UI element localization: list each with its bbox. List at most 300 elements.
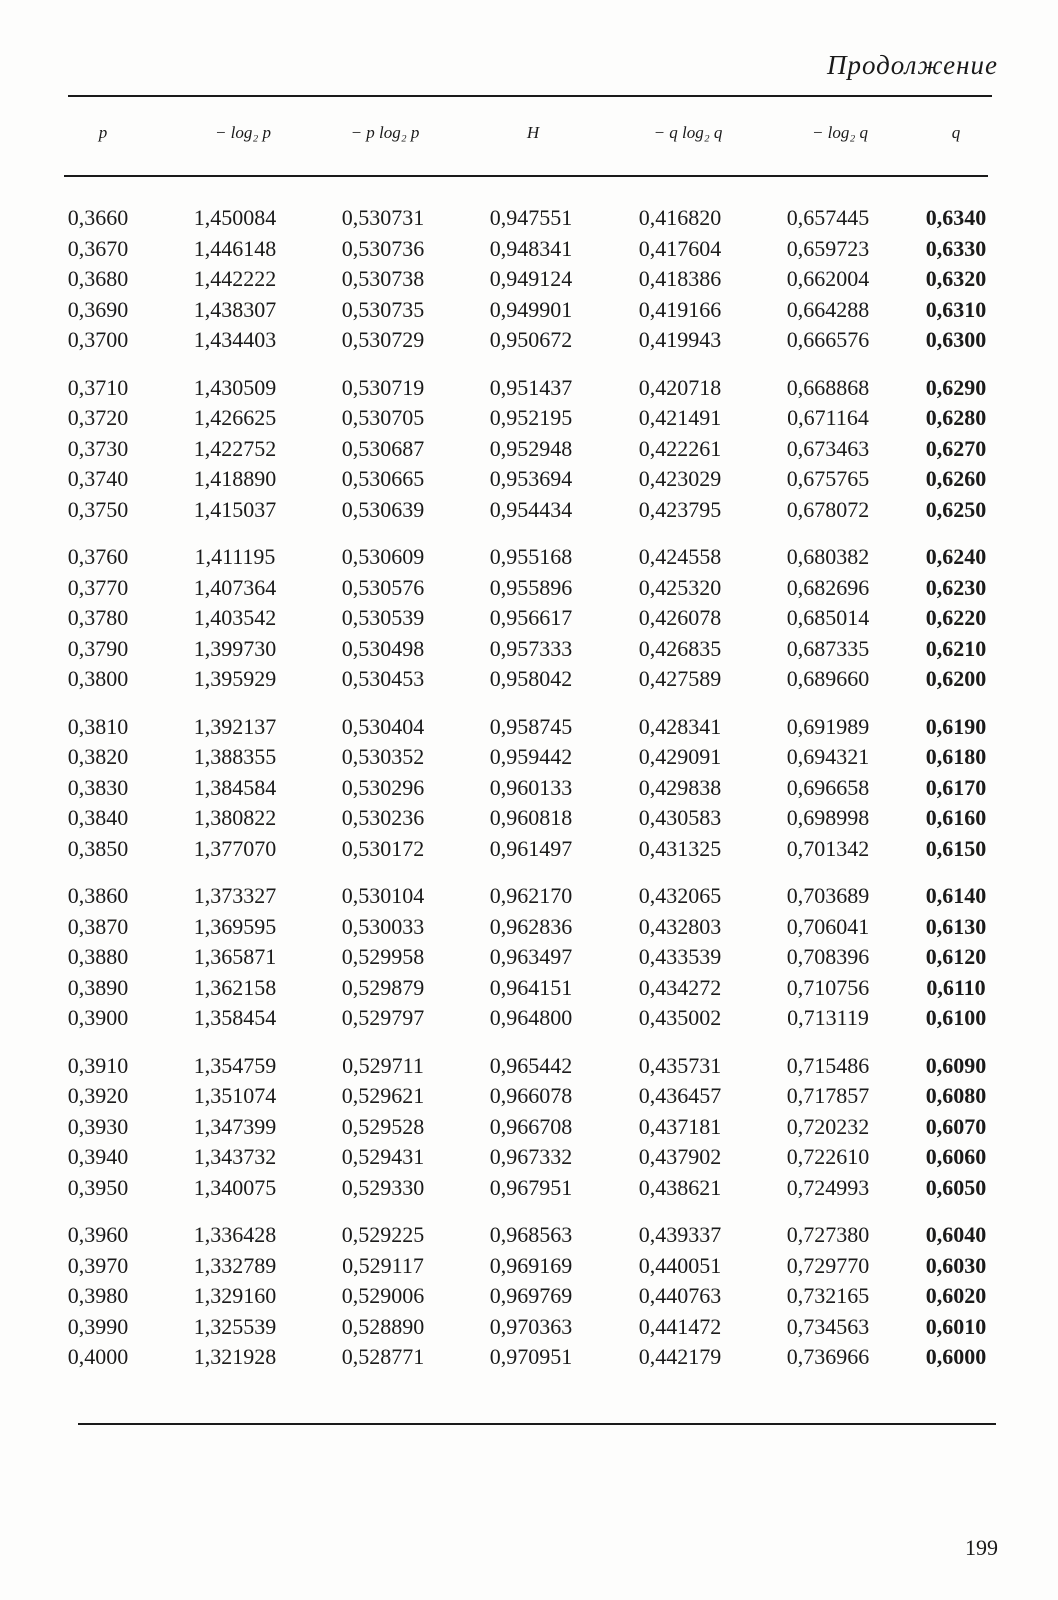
cell-h: 0,966078	[489, 1083, 573, 1108]
cell-neg-log2-q: 0,734563	[786, 1313, 870, 1339]
cell-neg-p-log2-p: 0,530735	[341, 296, 425, 322]
table-row	[0, 297, 1058, 328]
header-neg-q-log2-q: − q log₂ q	[653, 123, 723, 142]
table-row	[0, 375, 1058, 406]
cell-p: 0,3960	[67, 1222, 129, 1247]
cell-neg-log2-q: 0,689660	[786, 666, 870, 691]
table-row	[0, 805, 1058, 836]
cell-q: 0,6030	[925, 1252, 987, 1278]
cell-q: 0,6320	[925, 266, 987, 291]
cell-neg-q-log2-q: 0,440763	[638, 1283, 722, 1308]
cell-q: 0,6270	[925, 435, 987, 461]
cell-neg-log2-p: 1,347399	[193, 1113, 277, 1139]
cell-neg-log2-p: 1,380822	[193, 805, 277, 830]
cell-p: 0,3990	[67, 1313, 129, 1339]
cell-h: 0,969169	[489, 1252, 573, 1278]
cell-neg-log2-q: 0,724993	[786, 1174, 870, 1200]
cell-q: 0,6120	[925, 944, 987, 969]
cell-h: 0,955168	[489, 544, 573, 569]
cell-neg-q-log2-q: 0,421491	[638, 405, 722, 430]
table-row	[0, 544, 1058, 575]
table-row	[0, 1005, 1058, 1036]
table-row	[0, 975, 1058, 1006]
cell-neg-log2-p: 1,442222	[193, 266, 277, 291]
cell-neg-p-log2-p: 0,530665	[341, 466, 425, 491]
cell-p: 0,3850	[67, 835, 129, 861]
cell-neg-log2-q: 0,666576	[786, 327, 870, 352]
cell-neg-log2-p: 1,399730	[193, 635, 277, 661]
cell-neg-q-log2-q: 0,429838	[638, 774, 722, 800]
cell-h: 0,957333	[489, 635, 573, 661]
cell-neg-p-log2-p: 0,529711	[342, 1052, 424, 1078]
cell-q: 0,6040	[925, 1222, 987, 1247]
table-row	[0, 1083, 1058, 1114]
cell-p: 0,3690	[67, 296, 129, 322]
cell-q: 0,6250	[925, 496, 987, 522]
cell-h: 0,961497	[489, 835, 573, 861]
cell-p: 0,3710	[67, 374, 129, 400]
cell-neg-q-log2-q: 0,428341	[638, 713, 722, 739]
cell-neg-log2-q: 0,659723	[786, 235, 870, 261]
cell-neg-p-log2-p: 0,529117	[342, 1252, 424, 1278]
cell-neg-log2-q: 0,701342	[786, 835, 870, 861]
cell-h: 0,967951	[489, 1174, 573, 1200]
table-row	[0, 466, 1058, 497]
cell-neg-p-log2-p: 0,530539	[341, 605, 425, 630]
cell-q: 0,6300	[925, 327, 987, 352]
cell-h: 0,959442	[489, 744, 573, 769]
cell-neg-log2-q: 0,694321	[786, 744, 870, 769]
cell-p: 0,3780	[67, 605, 129, 630]
cell-neg-log2-p: 1,395929	[193, 666, 277, 691]
cell-h: 0,958042	[489, 666, 573, 691]
cell-neg-log2-q: 0,729770	[786, 1252, 870, 1278]
cell-neg-p-log2-p: 0,530736	[341, 235, 425, 261]
cell-neg-p-log2-p: 0,529879	[341, 974, 425, 1000]
cell-neg-log2-p: 1,450084	[193, 205, 277, 230]
cell-neg-q-log2-q: 0,429091	[638, 744, 722, 769]
cell-neg-log2-q: 0,664288	[786, 296, 870, 322]
table-row	[0, 1144, 1058, 1175]
cell-q: 0,6160	[925, 805, 987, 830]
cell-p: 0,3670	[67, 235, 129, 261]
cell-neg-log2-q: 0,691989	[786, 713, 870, 739]
row-group	[0, 544, 1058, 697]
cell-neg-q-log2-q: 0,419943	[638, 327, 722, 352]
cell-neg-log2-p: 1,392137	[193, 713, 277, 739]
cell-h: 0,952195	[489, 405, 573, 430]
cell-neg-log2-p: 1,332789	[193, 1252, 277, 1278]
cell-neg-q-log2-q: 0,436457	[638, 1083, 722, 1108]
cell-neg-q-log2-q: 0,432803	[638, 913, 722, 939]
cell-neg-log2-p: 1,434403	[193, 327, 277, 352]
cell-q: 0,6000	[925, 1344, 987, 1369]
cell-q: 0,6260	[925, 466, 987, 491]
cell-neg-p-log2-p: 0,530236	[341, 805, 425, 830]
cell-p: 0,3860	[67, 883, 129, 908]
table-row	[0, 636, 1058, 667]
cell-neg-log2-q: 0,687335	[786, 635, 870, 661]
cell-h: 0,950672	[489, 327, 573, 352]
cell-h: 0,970951	[489, 1344, 573, 1369]
cell-h: 0,953694	[489, 466, 573, 491]
header-rule	[64, 175, 988, 177]
cell-neg-p-log2-p: 0,529797	[341, 1005, 425, 1030]
cell-neg-log2-q: 0,720232	[786, 1113, 870, 1139]
cell-q: 0,6240	[925, 544, 987, 569]
cell-neg-log2-q: 0,717857	[786, 1083, 870, 1108]
cell-p: 0,3970	[67, 1252, 129, 1278]
cell-p: 0,3790	[67, 635, 129, 661]
cell-h: 0,954434	[489, 496, 573, 522]
cell-neg-p-log2-p: 0,530705	[341, 405, 425, 430]
cell-p: 0,3910	[67, 1052, 129, 1078]
cell-q: 0,6020	[925, 1283, 987, 1308]
table-row	[0, 1283, 1058, 1314]
cell-h: 0,964800	[489, 1005, 573, 1030]
cell-neg-q-log2-q: 0,431325	[638, 835, 722, 861]
cell-h: 0,964151	[489, 974, 573, 1000]
header-q: q	[951, 123, 961, 142]
cell-neg-p-log2-p: 0,530639	[341, 496, 425, 522]
table-row	[0, 436, 1058, 467]
table-row	[0, 914, 1058, 945]
cell-h: 0,958745	[489, 713, 573, 739]
cell-neg-q-log2-q: 0,426078	[638, 605, 722, 630]
cell-p: 0,3830	[67, 774, 129, 800]
cell-p: 0,3720	[67, 405, 129, 430]
cell-q: 0,6150	[925, 835, 987, 861]
cell-q: 0,6070	[925, 1113, 987, 1139]
cell-h: 0,951437	[489, 374, 573, 400]
cell-q: 0,6050	[925, 1174, 987, 1200]
cell-neg-p-log2-p: 0,530738	[341, 266, 425, 291]
header-neg-log2-q: − log₂ q	[811, 123, 869, 142]
cell-p: 0,3890	[67, 974, 129, 1000]
cell-neg-log2-p: 1,351074	[193, 1083, 277, 1108]
cell-neg-log2-p: 1,377070	[193, 835, 277, 861]
cell-neg-q-log2-q: 0,437181	[638, 1113, 722, 1139]
cell-h: 0,956617	[489, 605, 573, 630]
cell-neg-p-log2-p: 0,530404	[341, 713, 425, 739]
cell-neg-q-log2-q: 0,442179	[638, 1344, 722, 1369]
header-neg-log2-p: − log₂ p	[214, 123, 272, 142]
cell-p: 0,3800	[67, 666, 129, 691]
cell-q: 0,6190	[925, 713, 987, 739]
cell-neg-q-log2-q: 0,435002	[638, 1005, 722, 1030]
cell-p: 0,3980	[67, 1283, 129, 1308]
table-row	[0, 836, 1058, 867]
cell-neg-log2-q: 0,682696	[786, 574, 870, 600]
cell-p: 0,3660	[67, 205, 129, 230]
cell-neg-log2-p: 1,354759	[193, 1052, 277, 1078]
cell-q: 0,6210	[925, 635, 987, 661]
cell-neg-log2-p: 1,415037	[193, 496, 277, 522]
cell-neg-log2-p: 1,373327	[193, 883, 277, 908]
cell-neg-q-log2-q: 0,432065	[638, 883, 722, 908]
table-row	[0, 944, 1058, 975]
cell-neg-log2-p: 1,446148	[193, 235, 277, 261]
cell-neg-log2-q: 0,680382	[786, 544, 870, 569]
cell-h: 0,963497	[489, 944, 573, 969]
cell-neg-p-log2-p: 0,529621	[341, 1083, 425, 1108]
cell-neg-q-log2-q: 0,422261	[638, 435, 722, 461]
cell-neg-q-log2-q: 0,423795	[638, 496, 722, 522]
cell-neg-q-log2-q: 0,420718	[638, 374, 722, 400]
cell-p: 0,3870	[67, 913, 129, 939]
cell-neg-log2-p: 1,403542	[193, 605, 277, 630]
table-header	[0, 123, 1058, 153]
cell-neg-p-log2-p: 0,530719	[341, 374, 425, 400]
cell-neg-q-log2-q: 0,430583	[638, 805, 722, 830]
cell-neg-log2-q: 0,657445	[786, 205, 870, 230]
cell-neg-q-log2-q: 0,434272	[638, 974, 722, 1000]
row-group	[0, 1222, 1058, 1375]
cell-neg-q-log2-q: 0,416820	[638, 205, 722, 230]
cell-h: 0,949124	[489, 266, 573, 291]
cell-neg-log2-q: 0,698998	[786, 805, 870, 830]
cell-neg-p-log2-p: 0,530609	[341, 544, 425, 569]
cell-neg-p-log2-p: 0,530576	[341, 574, 425, 600]
cell-p: 0,3760	[67, 544, 129, 569]
cell-p: 0,3920	[67, 1083, 129, 1108]
cell-neg-log2-q: 0,662004	[786, 266, 870, 291]
cell-neg-log2-q: 0,673463	[786, 435, 870, 461]
cell-neg-log2-p: 1,411195	[194, 544, 276, 569]
cell-neg-q-log2-q: 0,438621	[638, 1174, 722, 1200]
bottom-rule	[78, 1423, 996, 1425]
cell-q: 0,6290	[925, 374, 987, 400]
table-row	[0, 236, 1058, 267]
table-row	[0, 666, 1058, 697]
cell-neg-p-log2-p: 0,529006	[341, 1283, 425, 1308]
cell-h: 0,965442	[489, 1052, 573, 1078]
cell-p: 0,3730	[67, 435, 129, 461]
row-group	[0, 883, 1058, 1036]
cell-neg-p-log2-p: 0,530104	[341, 883, 425, 908]
top-rule	[68, 95, 992, 97]
cell-h: 0,960133	[489, 774, 573, 800]
row-group	[0, 375, 1058, 528]
cell-neg-q-log2-q: 0,424558	[638, 544, 722, 569]
cell-neg-p-log2-p: 0,530498	[341, 635, 425, 661]
cell-neg-log2-p: 1,369595	[193, 913, 277, 939]
cell-neg-log2-p: 1,407364	[193, 574, 277, 600]
table-row	[0, 775, 1058, 806]
cell-h: 0,970363	[489, 1313, 573, 1339]
cell-neg-p-log2-p: 0,528890	[341, 1313, 425, 1339]
cell-neg-log2-p: 1,325539	[193, 1313, 277, 1339]
cell-neg-log2-p: 1,426625	[193, 405, 277, 430]
cell-neg-log2-q: 0,710756	[786, 974, 870, 1000]
cell-q: 0,6100	[925, 1005, 987, 1030]
cell-neg-q-log2-q: 0,426835	[638, 635, 722, 661]
cell-neg-log2-q: 0,732165	[786, 1283, 870, 1308]
cell-neg-log2-q: 0,703689	[786, 883, 870, 908]
cell-neg-log2-q: 0,727380	[786, 1222, 870, 1247]
cell-h: 0,947551	[489, 205, 573, 230]
table-row	[0, 744, 1058, 775]
table-row	[0, 205, 1058, 236]
cell-h: 0,949901	[489, 296, 573, 322]
cell-neg-q-log2-q: 0,435731	[638, 1052, 722, 1078]
cell-neg-p-log2-p: 0,530731	[341, 205, 425, 230]
cell-h: 0,966708	[489, 1113, 573, 1139]
cell-h: 0,969769	[489, 1283, 573, 1308]
table-row	[0, 497, 1058, 528]
cell-neg-q-log2-q: 0,417604	[638, 235, 722, 261]
cell-neg-p-log2-p: 0,530729	[341, 327, 425, 352]
cell-q: 0,6060	[925, 1144, 987, 1169]
cell-neg-q-log2-q: 0,437902	[638, 1144, 722, 1169]
cell-h: 0,962170	[489, 883, 573, 908]
cell-h: 0,952948	[489, 435, 573, 461]
cell-p: 0,3700	[67, 327, 129, 352]
header-neg-p-log2-p: − p log₂ p	[350, 123, 420, 142]
cell-h: 0,960818	[489, 805, 573, 830]
cell-p: 0,3750	[67, 496, 129, 522]
row-group	[0, 714, 1058, 867]
cell-neg-log2-q: 0,678072	[786, 496, 870, 522]
cell-neg-q-log2-q: 0,439337	[638, 1222, 722, 1247]
cell-neg-log2-q: 0,722610	[786, 1144, 870, 1169]
cell-neg-log2-q: 0,736966	[786, 1344, 870, 1369]
cell-neg-q-log2-q: 0,427589	[638, 666, 722, 691]
cell-h: 0,968563	[489, 1222, 573, 1247]
table-body	[0, 205, 1058, 1392]
cell-neg-log2-q: 0,708396	[786, 944, 870, 969]
cell-q: 0,6180	[925, 744, 987, 769]
cell-q: 0,6230	[925, 574, 987, 600]
cell-h: 0,967332	[489, 1144, 573, 1169]
cell-p: 0,3930	[67, 1113, 129, 1139]
cell-p: 0,3740	[67, 466, 129, 491]
continuation-label: Продолжение	[826, 50, 998, 80]
cell-q: 0,6330	[925, 235, 987, 261]
table-row	[0, 883, 1058, 914]
cell-neg-p-log2-p: 0,530296	[341, 774, 425, 800]
cell-p: 0,3810	[67, 713, 129, 739]
cell-neg-q-log2-q: 0,419166	[638, 296, 722, 322]
cell-p: 0,3940	[67, 1144, 129, 1169]
table-row	[0, 605, 1058, 636]
cell-neg-log2-p: 1,362158	[193, 974, 277, 1000]
cell-q: 0,6170	[925, 774, 987, 800]
table-row	[0, 714, 1058, 745]
cell-q: 0,6140	[925, 883, 987, 908]
cell-q: 0,6340	[925, 205, 987, 230]
cell-neg-log2-p: 1,365871	[193, 944, 277, 969]
cell-neg-log2-p: 1,388355	[193, 744, 277, 769]
cell-neg-q-log2-q: 0,423029	[638, 466, 722, 491]
cell-neg-log2-q: 0,671164	[787, 405, 869, 430]
cell-neg-p-log2-p: 0,530172	[341, 835, 425, 861]
cell-neg-log2-p: 1,343732	[193, 1144, 277, 1169]
cell-p: 0,3680	[67, 266, 129, 291]
header-p: p	[98, 123, 108, 142]
table-row	[0, 405, 1058, 436]
cell-q: 0,6200	[925, 666, 987, 691]
cell-neg-log2-p: 1,358454	[193, 1005, 277, 1030]
cell-neg-p-log2-p: 0,528771	[341, 1344, 425, 1369]
cell-neg-p-log2-p: 0,529958	[341, 944, 425, 969]
table-row	[0, 1053, 1058, 1084]
cell-neg-log2-q: 0,715486	[786, 1052, 870, 1078]
cell-q: 0,6280	[925, 405, 987, 430]
cell-q: 0,6080	[925, 1083, 987, 1108]
cell-neg-q-log2-q: 0,418386	[638, 266, 722, 291]
row-group	[0, 1053, 1058, 1206]
table-row	[0, 1222, 1058, 1253]
cell-q: 0,6130	[925, 913, 987, 939]
cell-neg-p-log2-p: 0,530453	[341, 666, 425, 691]
cell-p: 0,3950	[67, 1174, 129, 1200]
cell-q: 0,6110	[926, 974, 986, 1000]
cell-p: 0,4000	[67, 1344, 129, 1369]
cell-p: 0,3770	[67, 574, 129, 600]
cell-neg-log2-p: 1,321928	[193, 1344, 277, 1369]
cell-p: 0,3840	[67, 805, 129, 830]
cell-neg-log2-p: 1,430509	[193, 374, 277, 400]
cell-neg-log2-q: 0,675765	[786, 466, 870, 491]
cell-neg-log2-q: 0,668868	[786, 374, 870, 400]
cell-neg-log2-p: 1,438307	[193, 296, 277, 322]
cell-neg-log2-p: 1,329160	[193, 1283, 277, 1308]
table-row	[0, 266, 1058, 297]
cell-neg-log2-q: 0,706041	[786, 913, 870, 939]
cell-p: 0,3820	[67, 744, 129, 769]
cell-neg-p-log2-p: 0,529330	[341, 1174, 425, 1200]
row-group	[0, 205, 1058, 358]
cell-q: 0,6220	[925, 605, 987, 630]
cell-neg-log2-p: 1,336428	[193, 1222, 277, 1247]
cell-q: 0,6310	[925, 296, 987, 322]
table-row	[0, 1114, 1058, 1145]
table-row	[0, 1314, 1058, 1345]
cell-neg-log2-p: 1,418890	[193, 466, 277, 491]
cell-h: 0,955896	[489, 574, 573, 600]
cell-neg-q-log2-q: 0,441472	[638, 1313, 722, 1339]
cell-p: 0,3900	[67, 1005, 129, 1030]
cell-h: 0,948341	[489, 235, 573, 261]
cell-h: 0,962836	[489, 913, 573, 939]
table-row	[0, 575, 1058, 606]
cell-neg-log2-p: 1,340075	[193, 1174, 277, 1200]
page-number: 199	[965, 1535, 998, 1560]
cell-neg-p-log2-p: 0,529431	[341, 1144, 425, 1169]
cell-p: 0,3880	[67, 944, 129, 969]
cell-neg-p-log2-p: 0,529528	[341, 1113, 425, 1139]
cell-neg-log2-q: 0,696658	[786, 774, 870, 800]
cell-neg-log2-q: 0,713119	[787, 1005, 869, 1030]
cell-neg-log2-p: 1,384584	[193, 774, 277, 800]
cell-neg-q-log2-q: 0,440051	[638, 1252, 722, 1278]
cell-neg-q-log2-q: 0,433539	[638, 944, 722, 969]
cell-neg-q-log2-q: 0,425320	[638, 574, 722, 600]
table-row	[0, 1253, 1058, 1284]
cell-neg-p-log2-p: 0,530352	[341, 744, 425, 769]
table-row	[0, 327, 1058, 358]
cell-neg-p-log2-p: 0,530033	[341, 913, 425, 939]
header-h: H	[526, 123, 540, 142]
cell-neg-p-log2-p: 0,529225	[341, 1222, 425, 1247]
cell-neg-log2-p: 1,422752	[193, 435, 277, 461]
cell-q: 0,6090	[925, 1052, 987, 1078]
cell-neg-p-log2-p: 0,530687	[341, 435, 425, 461]
table-row	[0, 1175, 1058, 1206]
cell-neg-log2-q: 0,685014	[786, 605, 870, 630]
cell-q: 0,6010	[925, 1313, 987, 1339]
